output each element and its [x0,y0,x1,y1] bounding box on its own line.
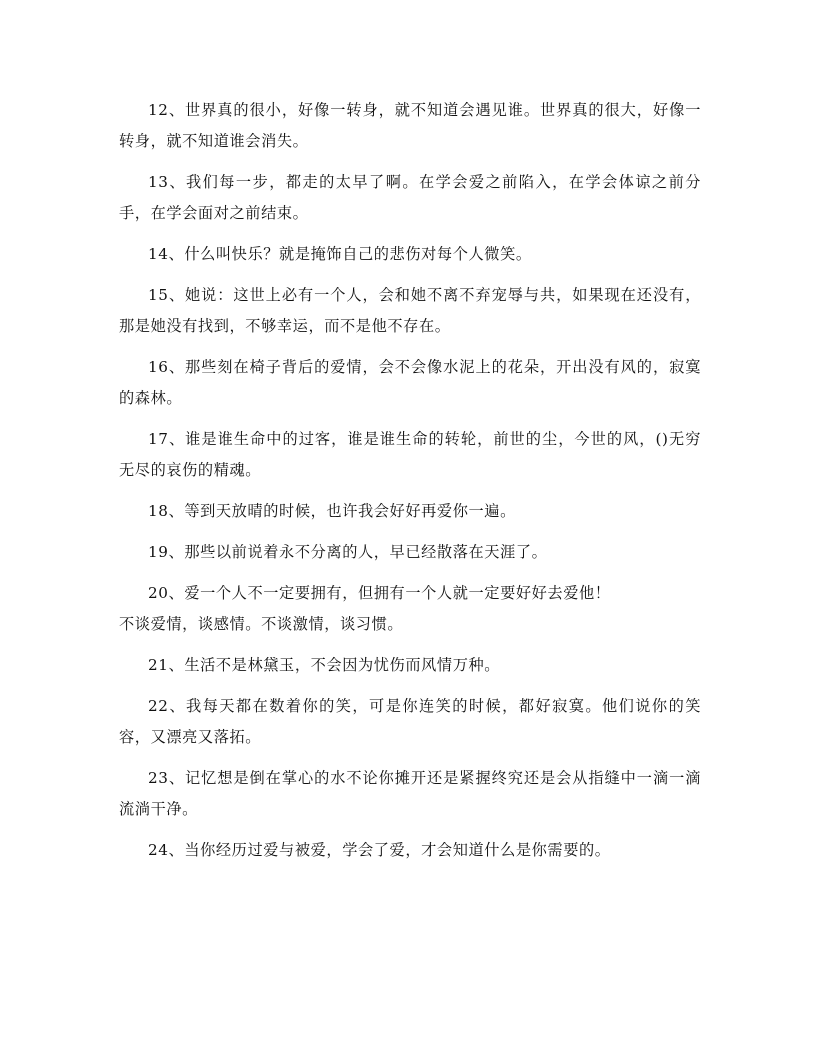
paragraph-19: 19、那些以前说着永不分离的人，早已经散落在天涯了。 [148,543,548,561]
paragraph-15: 15、她说：这世上必有一个人，会和她不离不弃宠辱与共，如果现在还没有，那是她没有找到，不够幸运，而不是他不存在。 [119,286,701,335]
paragraph-17: 17、谁是谁生命中的过客，谁是谁生命的转轮，前世的尘，今世的风，()无穷无尽的哀伤的精魂。 [119,430,701,479]
paragraph-18: 18、等到天放晴的时候，也许我会好好再爱你一遍。 [148,502,516,520]
document-body [119,95,701,876]
paragraph-13: 13、我们每一步，都走的太早了啊。在学会爱之前陷入，在学会体谅之前分手，在学会面对之前结束。 [119,173,701,222]
paragraph-16: 16、那些刻在椅子背后的爱情，会不会像水泥上的花朵，开出没有风的，寂寞的森林。 [119,358,701,407]
paragraph-20-continuation: 不谈爱情，谈感情。不谈激情，谈习惯。 [119,615,404,633]
paragraph-22: 22、我每天都在数着你的笑，可是你连笑的时候，都好寂寞。他们说你的笑容，又漂亮又落拓。 [119,697,701,746]
paragraph-20: 20、爱一个人不一定要拥有，但拥有一个人就一定要好好去爱他！ [148,584,611,602]
paragraph-12: 12、世界真的很小，好像一转身，就不知道会遇见谁。世界真的很大，好像一转身，就不知道谁会消失。 [119,101,701,150]
paragraph-24: 24、当你经历过爱与被爱，学会了爱，才会知道什么是你需要的。 [148,841,611,859]
paragraph-14: 14、什么叫快乐？就是掩饰自己的悲伤对每个人微笑。 [148,245,532,263]
paragraph-21: 21、生活不是林黛玉，不会因为忧伤而风情万种。 [148,656,501,674]
paragraph-23: 23、记忆想是倒在掌心的水不论你摊开还是紧握终究还是会从指缝中一滴一滴流淌干净。 [119,769,701,818]
